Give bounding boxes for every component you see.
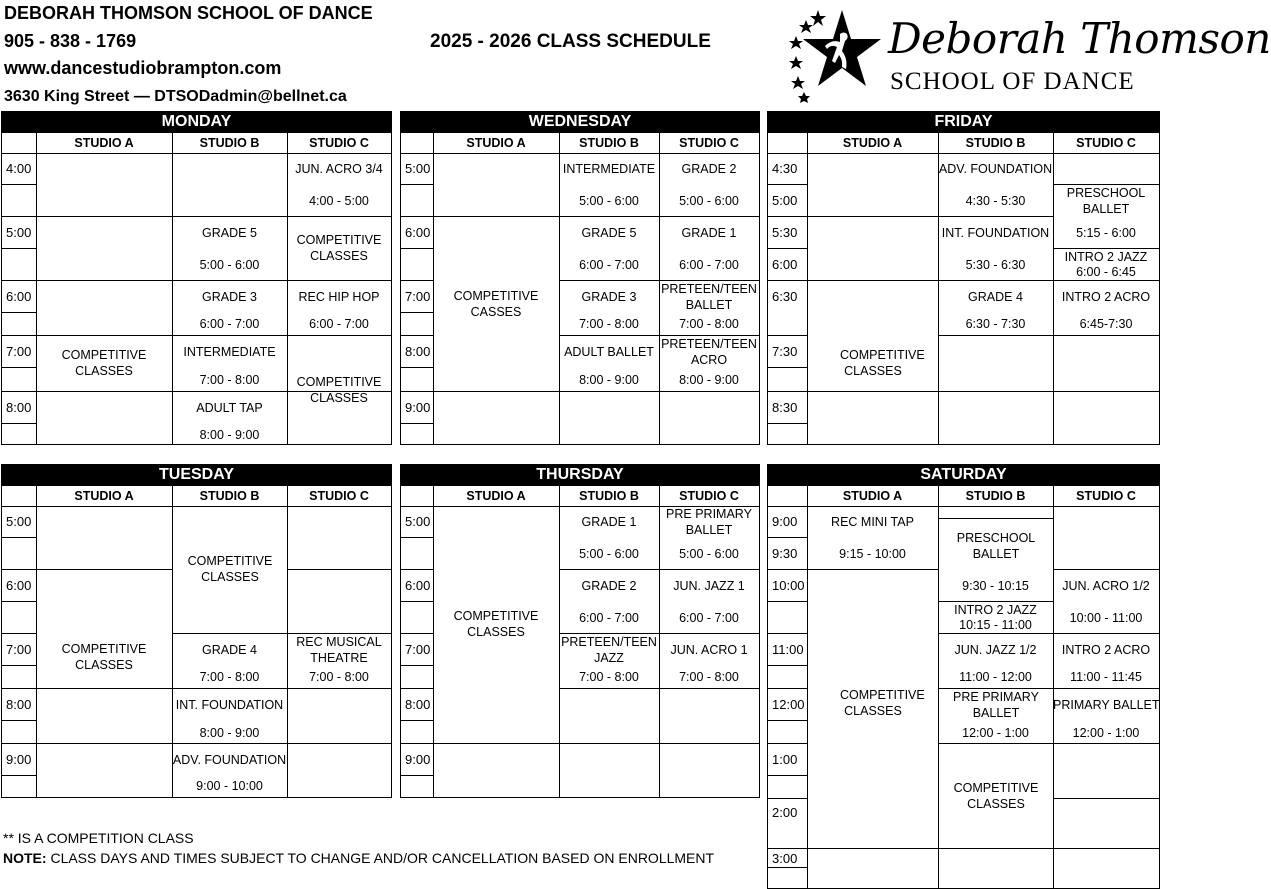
class-name: PRE PRIMARY BALLET [953, 690, 1039, 720]
time-label: 1:00 [772, 752, 798, 767]
class-time: 7:00 - 8:00 [579, 670, 639, 684]
time-label: 9:30 [772, 546, 798, 561]
class-time: 5:15 - 6:00 [1076, 226, 1136, 240]
class-time: 12:00 - 1:00 [1072, 726, 1140, 740]
day-header: FRIDAY [767, 111, 1160, 132]
time-label: 9:00 [405, 752, 431, 767]
time-label: 7:00 [6, 344, 32, 359]
class-time: 7:00 - 8:00 [199, 670, 260, 684]
studio-b-header: STUDIO B [199, 136, 260, 150]
studio-c-header: STUDIO C [309, 136, 369, 150]
time-label: 6:30 [772, 289, 798, 304]
studio-b-header: STUDIO B [579, 136, 639, 150]
class-name: COMPETITIVE CLASSES [953, 781, 1039, 811]
class-time: 6:00 - 7:00 [199, 317, 260, 331]
class-time: 6:00 - 7:00 [579, 611, 639, 625]
class-time: 6:00 - 7:00 [679, 611, 739, 625]
class-name: COMPETITIVE CLASSES [296, 233, 382, 263]
class-name: ADV. FOUNDATION [938, 162, 1053, 176]
class-name: GRADE 5 [202, 226, 257, 240]
note-label: NOTE: [3, 850, 47, 866]
time-label: 6:00 [6, 578, 32, 593]
class-name: COMPETITIVE CLASSES [840, 348, 925, 378]
class-name: GRADE 5 [581, 226, 637, 240]
competition-note: ** IS A COMPETITION CLASS [3, 830, 194, 846]
time-label: 4:30 [772, 161, 798, 176]
class-name: GRADE 2 [581, 579, 637, 593]
class-name: COMPETITIVE CASSES [453, 289, 539, 319]
class-name: GRADE 2 [681, 162, 737, 176]
time-label: 8:00 [6, 697, 32, 712]
time-label: 2:00 [772, 805, 798, 820]
class-time: 6:00 - 7:00 [309, 317, 369, 331]
class-name: JUN. JAZZ 1 [673, 579, 745, 593]
class-time: 10:00 - 11:00 [1069, 611, 1143, 625]
class-time: 5:00 - 6:00 [679, 547, 739, 561]
class-name: PRESCHOOL BALLET [956, 531, 1036, 561]
class-time: 11:00 - 12:00 [959, 670, 1032, 684]
time-label: 6:00 [405, 578, 431, 593]
studio-c-header: STUDIO C [309, 489, 369, 503]
class-time: 8:00 - 9:00 [579, 373, 639, 387]
logo-subtitle: SCHOOL OF DANCE [890, 68, 1135, 95]
class-name: JUN. ACRO 1/2 [1062, 579, 1150, 593]
class-name: PRE PRIMARY BALLET [666, 507, 752, 537]
time-label: 6:00 [405, 225, 431, 240]
class-name: COMPETITIVE CLASSES [187, 554, 273, 584]
time-label: 12:00 [772, 697, 805, 712]
time-label: 8:30 [772, 400, 798, 415]
time-label: 5:00 [405, 514, 431, 529]
studio-b-header: STUDIO B [579, 489, 639, 503]
class-time: 4:00 - 5:00 [309, 194, 369, 208]
class-time: 5:00 - 6:00 [679, 194, 739, 208]
studio-a-header: STUDIO A [466, 489, 526, 503]
class-name: REC MINI TAP [831, 515, 914, 529]
class-name: GRADE 1 [581, 515, 637, 529]
class-name: GRADE 4 [968, 290, 1023, 304]
studio-b-header: STUDIO B [199, 489, 260, 503]
class-name: COMPETITIVE CLASSES [61, 642, 147, 672]
class-name: GRADE 3 [202, 290, 257, 304]
class-name: INTRO 2 JAZZ [1064, 250, 1148, 264]
class-time: 10:15 - 11:00 [959, 618, 1032, 632]
day-header: SATURDAY [767, 464, 1160, 485]
time-label: 7:30 [772, 344, 798, 359]
studio-b-header: STUDIO B [965, 136, 1026, 150]
class-time: 6:00 - 7:00 [679, 258, 739, 272]
time-label: 7:00 [405, 289, 431, 304]
day-thursday [400, 464, 760, 798]
class-name: JUN. JAZZ 1/2 [954, 643, 1037, 657]
time-label: 7:00 [405, 642, 431, 657]
class-time: 7:00 - 8:00 [579, 317, 639, 331]
class-name: INTERMEDIATE [562, 162, 656, 176]
class-time: 6:30 - 7:30 [965, 317, 1026, 331]
time-label: 11:00 [772, 642, 804, 657]
class-time: 5:30 - 6:30 [965, 258, 1026, 272]
class-time: 7:00 - 8:00 [679, 317, 739, 331]
day-wednesday [400, 111, 760, 445]
class-name: INTERMEDIATE [183, 345, 276, 359]
class-time: 7:00 - 8:00 [679, 670, 739, 684]
address-email: 3630 King Street — DTSODadmin@bellnet.ca [4, 88, 347, 105]
time-label: 6:00 [772, 257, 798, 272]
class-name: INT. FOUNDATION [941, 226, 1050, 240]
class-time: 8:00 - 9:00 [199, 428, 260, 442]
class-name: GRADE 3 [581, 290, 637, 304]
class-time: 12:00 - 1:00 [962, 726, 1029, 740]
class-name: GRADE 4 [202, 643, 257, 657]
class-name: JUN. ACRO 3/4 [295, 162, 383, 176]
class-time: 6:00 - 7:00 [579, 258, 639, 272]
class-time: 7:00 - 8:00 [199, 373, 260, 387]
class-name: COMPETITIVE CLASSES [61, 348, 147, 378]
studio-a-header: STUDIO A [842, 489, 903, 503]
day-header: MONDAY [1, 111, 392, 132]
class-name: REC MUSICAL THEATRE [296, 635, 382, 665]
class-name: JUN. ACRO 1 [670, 643, 748, 657]
time-label: 9:00 [6, 752, 32, 767]
studio-a-header: STUDIO A [74, 489, 134, 503]
class-name: PRESCHOOL BALLET [1066, 186, 1146, 216]
enrollment-note [3, 850, 714, 866]
day-header: THURSDAY [400, 464, 760, 485]
time-label: 4:00 [6, 161, 32, 176]
class-time: 4:30 - 5:30 [965, 194, 1026, 208]
class-name: REC HIP HOP [298, 290, 380, 304]
schedule-title: 2025 - 2026 CLASS SCHEDULE [430, 31, 711, 52]
class-time: 11:00 - 11:45 [1070, 670, 1142, 684]
note-text: CLASS DAYS AND TIMES SUBJECT TO CHANGE AND/OR CANCELLATION BASED ON ENROLLMENT [46, 850, 715, 866]
time-label: 5:00 [405, 161, 431, 176]
day-header: TUESDAY [1, 464, 392, 485]
time-label: 7:00 [6, 642, 32, 657]
time-label: 5:00 [772, 193, 798, 208]
class-time: 5:00 - 6:00 [199, 258, 260, 272]
time-label: 8:00 [405, 344, 431, 359]
class-time: 9:00 - 10:00 [196, 779, 263, 793]
class-name: COMPETITIVE CLASSES [453, 609, 539, 639]
studio-c-header: STUDIO C [1076, 489, 1136, 503]
class-name: PRETEEN/TEEN BALLET [661, 282, 757, 312]
class-time: 9:30 - 10:15 [962, 579, 1029, 593]
class-name: COMPETITIVE CLASSES [840, 688, 925, 718]
time-label: 8:00 [6, 400, 32, 415]
class-name: COMPETITIVE CLASSES [296, 375, 382, 405]
class-name: ADULT BALLET [564, 345, 654, 359]
logo-script-text: Deborah Thomson [888, 14, 1271, 63]
class-name: INT. FOUNDATION [175, 698, 284, 712]
time-label: 5:30 [772, 225, 798, 240]
time-label: 5:00 [6, 225, 32, 240]
class-time: 7:00 - 8:00 [309, 670, 369, 684]
studio-c-header: STUDIO C [679, 136, 739, 150]
phone-number: 905 - 838 - 1769 [4, 31, 137, 51]
studio-a-header: STUDIO A [842, 136, 903, 150]
time-label: 3:00 [772, 851, 798, 866]
day-monday [1, 111, 392, 445]
class-name: INTRO 2 ACRO [1061, 643, 1151, 657]
star-dancer-icon [782, 6, 886, 106]
class-name: PRETEEN/TEEN JAZZ [561, 635, 657, 665]
day-saturday [767, 464, 1160, 889]
class-name: ADV. FOUNDATION [172, 753, 287, 767]
class-time: 6:00 - 6:45 [1076, 265, 1136, 279]
day-header: WEDNESDAY [400, 111, 760, 132]
time-label: 6:00 [6, 289, 32, 304]
studio-b-header: STUDIO B [965, 489, 1026, 503]
class-time: 6:45-7:30 [1079, 317, 1133, 331]
time-label: 8:00 [405, 697, 431, 712]
class-name: GRADE 1 [681, 226, 737, 240]
class-time: 8:00 - 9:00 [199, 726, 260, 740]
time-label: 9:00 [405, 400, 431, 415]
class-time: 9:15 - 10:00 [839, 547, 906, 561]
school-logo [782, 6, 1271, 106]
class-name: ADULT TAP [196, 401, 263, 415]
class-name: PRETEEN/TEEN ACRO [661, 337, 757, 367]
class-time: 5:00 - 6:00 [579, 194, 639, 208]
school-name: DEBORAH THOMSON SCHOOL OF DANCE [4, 3, 373, 23]
time-label: 10:00 [772, 578, 805, 593]
class-name: INTRO 2 JAZZ [954, 603, 1037, 617]
day-friday [767, 111, 1160, 445]
studio-a-header: STUDIO A [74, 136, 134, 150]
class-name: INTRO 2 ACRO [1061, 290, 1151, 304]
class-time: 5:00 - 6:00 [579, 547, 639, 561]
class-time: 8:00 - 9:00 [679, 373, 739, 387]
time-label: 5:00 [6, 514, 32, 529]
website-link[interactable]: www.dancestudiobrampton.com [4, 58, 282, 78]
studio-a-header: STUDIO A [466, 136, 526, 150]
time-label: 9:00 [772, 514, 798, 529]
class-name: PRIMARY BALLET [1053, 698, 1160, 712]
studio-c-header: STUDIO C [679, 489, 739, 503]
day-tuesday [1, 464, 392, 798]
studio-c-header: STUDIO C [1076, 136, 1136, 150]
